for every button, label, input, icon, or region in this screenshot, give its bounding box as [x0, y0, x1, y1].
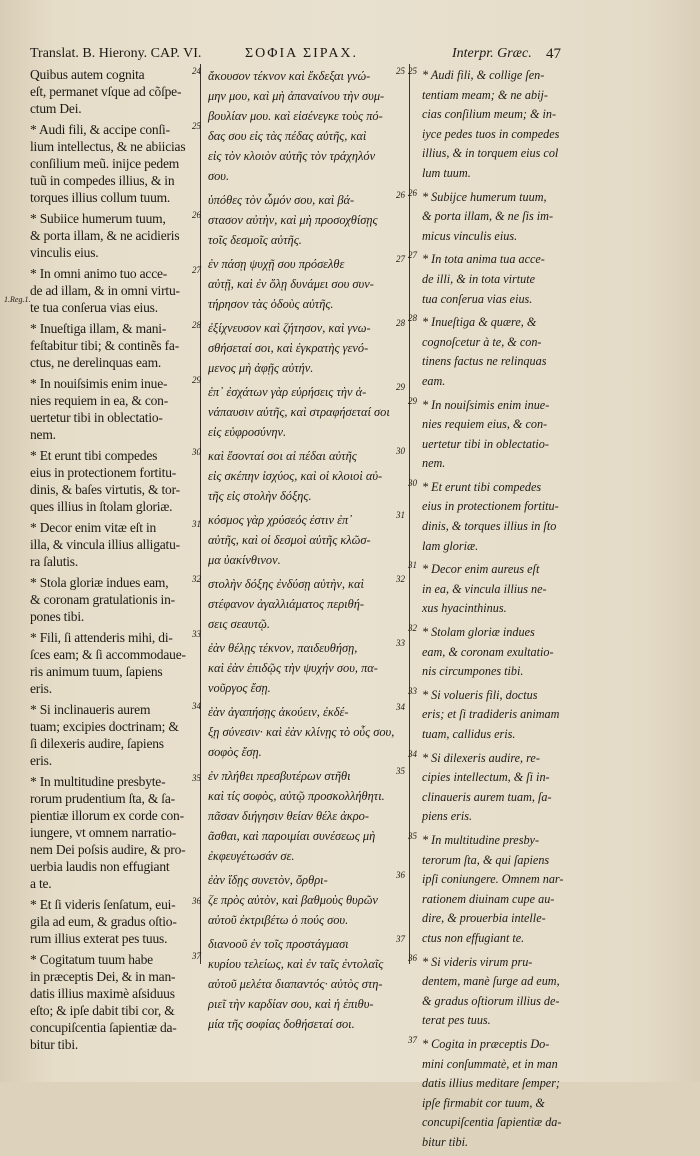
- text-line: rum illius exterat pes tuus.: [30, 931, 168, 946]
- verse-number: 29: [396, 382, 405, 392]
- verse-number: 27: [396, 254, 405, 264]
- text-line: * In nouiſsimis enim inue-: [30, 376, 168, 391]
- text-line: * Fili, ſi attenderis mihi, di-: [30, 630, 173, 645]
- text-line: τήρησον τὰς ὁδοὺς αὐτῆς.: [208, 297, 334, 311]
- verse-number: 35: [396, 766, 405, 776]
- text-line: bitur tibi.: [30, 1037, 79, 1052]
- verse-number: 25: [396, 66, 405, 76]
- verse-block: [408, 560, 560, 619]
- text-line: εἰς τὸν κλοιὸν αὐτῆς τὸν τράχηλόν: [208, 149, 376, 163]
- verse-block: [30, 320, 201, 371]
- latin-greek-interpretation-column: [408, 66, 564, 1156]
- text-line: * Inueſtiga illam, & mani-: [30, 321, 167, 336]
- text-line: cipies intellectum, & ſi in-: [422, 770, 550, 785]
- verse-block: [408, 313, 560, 391]
- text-line: ſi dilexeris audire, ſapiens: [30, 736, 164, 751]
- text-line: * Audi fili, & collige ſen-: [422, 68, 545, 82]
- text-line: nem.: [422, 456, 446, 471]
- text-line: ἐπ᾽ ἐσχάτων γὰρ εὑρήσεις τὴν ἀ-: [208, 385, 367, 399]
- text-line: μενος μὴ ἀφῇς αὐτήν.: [208, 361, 314, 375]
- verse-block: [30, 773, 201, 892]
- verse-number: 27: [408, 250, 417, 261]
- verse-block: [30, 896, 201, 947]
- text-line: terorum ſta, & qui ſapiens: [422, 852, 550, 867]
- text-line: μα ὑακίνθινον.: [208, 553, 281, 567]
- text-line: ra ſalutis.: [30, 554, 79, 569]
- verse-number: 37: [408, 1034, 417, 1045]
- verse-block: [30, 66, 201, 117]
- text-line: & coronam gratulationis in-: [30, 592, 175, 607]
- verse-number: 35: [408, 830, 417, 841]
- text-line: Quibus autem cognita: [30, 67, 145, 82]
- text-line: * Cogita in præceptis Do-: [422, 1036, 550, 1051]
- text-line: ᾶσθαι, καὶ παροιμίαι συνέσεως μὴ: [208, 829, 376, 843]
- verse-block: [208, 446, 405, 506]
- text-line: datis illius meditare ſemper;: [422, 1076, 560, 1091]
- verse-number: 34: [396, 702, 405, 712]
- text-line: eius in protectionem fortitu-: [30, 465, 177, 480]
- text-line: * In omni animo tuo acce-: [30, 266, 168, 281]
- verse-number: 27: [192, 265, 201, 275]
- text-line: ζε πρὸς αὐτὸν, καὶ βαθμοὺς θυρῶν: [208, 893, 378, 907]
- text-line: ques illius in ſtolam gloriæ.: [30, 499, 173, 514]
- verse-block: [208, 574, 405, 634]
- margin-reference: 1.Reg.1.: [4, 295, 31, 304]
- text-line: * In multitudine presbyte-: [30, 774, 166, 789]
- verse-number: 36: [408, 952, 417, 963]
- text-line: dentem, manè ſurge ad eum,: [422, 974, 560, 989]
- text-line: σθήσεταί σοι, καὶ ἐγκρατὴς γενό-: [208, 341, 369, 355]
- text-line: νάπαυσιν αὐτῆς, καὶ στραφήσεταί σοι: [208, 405, 390, 419]
- text-line: * In tota anima tua acce-: [422, 252, 545, 267]
- greek-text-column: [208, 66, 405, 1038]
- text-line: dinis, & torques illius in ſto: [422, 519, 557, 534]
- verse-number: 32: [192, 574, 201, 584]
- text-line: στολὴν δόξης ἐνδύσῃ αὐτὴν, καὶ: [208, 577, 364, 591]
- verse-block: [408, 66, 560, 184]
- verse-block: [208, 934, 405, 1034]
- header-right: Interpr. Græc.: [452, 46, 532, 61]
- text-line: νοῦργος ἔσῃ.: [208, 681, 271, 695]
- text-line: ἐὰν ἀγαπήσῃς ἀκούειν, ἐκδέ-: [208, 705, 349, 719]
- verse-block: [30, 574, 201, 625]
- text-line: de illi, & in tota virtute: [422, 271, 536, 286]
- verse-block: [408, 1034, 562, 1153]
- verse-number: 25: [408, 66, 417, 76]
- verse-block: [408, 748, 560, 827]
- verse-number: 34: [408, 748, 417, 759]
- text-line: * In nouiſsimis enim inue-: [422, 397, 550, 412]
- verse-block: [30, 375, 201, 443]
- text-line: vinculis eius.: [30, 245, 99, 260]
- text-line: κυρίου τελείως, καὶ ἐν ταῖς ἐντολαῖς: [208, 957, 384, 971]
- text-line: σοφὸς ἔσῃ.: [208, 745, 262, 759]
- text-line: pientiæ illorum ex corde con-: [30, 808, 184, 823]
- text-line: conſilium meũ. inijce pedem: [30, 156, 180, 171]
- verse-number: 30: [408, 477, 417, 488]
- verse-block: [208, 638, 405, 698]
- text-line: eris; et ſi tradideris animam: [422, 707, 560, 722]
- text-line: eſto; & ipſe dabit tibi cor, &: [30, 1003, 175, 1018]
- text-line: dinis, & baſes virtutis, & tor-: [30, 482, 180, 497]
- text-line: * Subijce humerum tuum,: [422, 189, 547, 204]
- text-line: lam gloriæ.: [422, 538, 479, 553]
- text-line: tua conſerua vias eius.: [422, 291, 533, 306]
- text-line: * In multitudine presby-: [422, 832, 540, 847]
- text-line: feſtabitur tibi; & continẽs fa-: [30, 338, 180, 353]
- text-line: τῆς εἰς στολὴν δόξης.: [208, 489, 312, 503]
- text-line: * Inueſtiga & quære, &: [422, 315, 537, 330]
- verse-number: 31: [192, 519, 201, 529]
- text-line: eam, & coronam exultatio-: [422, 644, 554, 659]
- text-line: a te.: [30, 876, 52, 891]
- text-line: micus vinculis eius.: [422, 228, 518, 243]
- text-line: σου.: [208, 169, 230, 183]
- verse-number: 37: [192, 951, 201, 961]
- text-line: ὑπόθες τὸν ὦμόν σου, καὶ βά-: [208, 193, 355, 207]
- text-line: * Et erunt tibi compedes: [422, 479, 542, 494]
- verse-block: [408, 685, 560, 745]
- text-line: ἐν πλήθει πρεσβυτέρων στῆθι: [208, 769, 351, 783]
- verse-number: 29: [192, 375, 201, 385]
- text-line: nem Dei poſsis audire, & pro-: [30, 842, 186, 857]
- verse-block: [30, 121, 201, 206]
- text-line: * Cogitatum tuum habe: [30, 952, 153, 967]
- text-line: * Decor enim vitæ eſt in: [30, 520, 157, 535]
- text-line: mini conſummatè, et in man: [422, 1056, 558, 1071]
- text-line: concupiſcentia ſapientiæ da-: [30, 1020, 177, 1035]
- text-line: illius, & in torquem eius col: [422, 146, 559, 161]
- verse-number: 28: [192, 320, 201, 330]
- verse-number: 31: [408, 560, 417, 571]
- text-line: ἐὰν ἴδῃς συνετὸν, ὄρθρι-: [208, 873, 328, 887]
- text-line: εἰς σκέπην ἰσχύος, καὶ οἱ κλοιοὶ αὐ-: [208, 469, 383, 483]
- text-line: terat pes tuus.: [422, 1013, 491, 1028]
- text-line: * Subiice humerum tuum,: [30, 211, 166, 226]
- verse-number: 24: [192, 66, 201, 76]
- text-line: nis circumpones tibi.: [422, 664, 524, 679]
- verse-block: [208, 254, 405, 314]
- verse-block: [408, 952, 560, 1031]
- text-line: piens eris.: [422, 809, 473, 824]
- text-line: * Decor enim aureus eſt: [422, 562, 540, 577]
- text-line: πᾶσαν διήγησιν θείαν θέλε ἀκρο-: [208, 809, 369, 823]
- header-left: Translat. B. Hierony. CAP. VI.: [30, 46, 202, 61]
- text-line: στέφανον ἀγαλλιάματος περιθή-: [208, 597, 364, 611]
- text-line: τοῖς δεσμοῖς αὐτῆς.: [208, 233, 302, 247]
- text-line: concupiſcentia ſapientiæ da-: [422, 1115, 562, 1130]
- verse-number: 35: [192, 773, 201, 783]
- text-line: ἐξίχνευσον καὶ ζήτησον, καὶ γνω-: [208, 321, 371, 335]
- text-line: nies requiem in ea, & con-: [30, 393, 169, 408]
- verse-number: 25: [192, 121, 201, 131]
- verse-number: 26: [192, 210, 201, 220]
- text-line: datis illius maximè aſsiduus: [30, 986, 175, 1001]
- verse-block: [408, 250, 560, 309]
- text-line: * Si inclinaueris aurem: [30, 702, 151, 717]
- text-line: εἰς εὐφροσύνην.: [208, 425, 287, 439]
- text-line: ipſi coniungere. Omnem nar-: [422, 872, 564, 887]
- column-divider-right: [409, 64, 410, 964]
- text-line: στασον αὐτὴν, καὶ μὴ προσοχθίσῃς: [208, 213, 378, 227]
- text-line: δας σου εἰς τὰς πέδας αὐτῆς, καὶ: [208, 129, 367, 143]
- text-line: in ea, & vincula illius ne-: [422, 581, 547, 596]
- text-line: & porta illam, & ne ſis im-: [422, 209, 554, 224]
- verse-number: 36: [396, 870, 405, 880]
- text-line: μην μου, καὶ μὴ ἀπαναίνου τὴν συμ-: [208, 89, 385, 103]
- text-line: te tua conſerua vias eius.: [30, 300, 158, 315]
- text-line: eam.: [422, 373, 446, 388]
- text-line: nem.: [30, 427, 56, 442]
- verse-block: [30, 629, 201, 697]
- text-line: uertetur tibi in oblectatio-: [30, 410, 163, 425]
- text-line: torques illius collum tuum.: [30, 190, 171, 205]
- text-line: σεις σεαυτῷ.: [208, 617, 271, 631]
- text-line: lium intellectus, & ne abiicias: [30, 139, 186, 154]
- verse-block: [208, 702, 405, 762]
- text-line: μία τῆς σοφίας δοθήσεταί σοι.: [208, 1017, 355, 1031]
- verse-block: [208, 190, 405, 250]
- text-line: * Et ſi videris ſenſatum, eui-: [30, 897, 176, 912]
- text-line: dire, & prouerbia intelle-: [422, 911, 546, 926]
- verse-block: [408, 477, 560, 556]
- text-line: eris.: [30, 681, 52, 696]
- verse-number: 26: [408, 187, 417, 198]
- text-line: κόσμος γὰρ χρύσεός ἐστιν ἐπ᾽: [208, 513, 353, 527]
- text-line: tinens factus ne relinquas: [422, 354, 547, 369]
- text-line: ris animum tuum, ſapiens: [30, 664, 163, 679]
- verse-number: 36: [192, 896, 201, 906]
- verse-block: [30, 210, 201, 261]
- text-line: & porta illam, & ne acidieris: [30, 228, 180, 243]
- page-number: 47: [546, 46, 561, 62]
- text-line: ctus, ne derelinquas eam.: [30, 355, 162, 370]
- text-line: de ad illam, & in omni virtu-: [30, 283, 180, 298]
- text-line: rorum prudentium ſta, & ſa-: [30, 791, 175, 806]
- text-line: καὶ ἐὰν ἐπιδῷς τὴν ψυχήν σου, πα-: [208, 661, 378, 675]
- text-line: * Stola gloriæ indues eam,: [30, 575, 169, 590]
- verse-block: [408, 623, 560, 682]
- text-line: ſces eam; & ſi accommodaue-: [30, 647, 186, 662]
- text-line: * Stolam gloriæ indues: [422, 625, 535, 640]
- latin-vulgate-column: [30, 66, 201, 1057]
- verse-number: 29: [408, 395, 417, 406]
- text-line: ipſe firmabit cor tuum, &: [422, 1095, 545, 1110]
- text-line: ἐὰν θέλῃς τέκνον, παιδευθήσῃ,: [208, 641, 358, 655]
- text-line: * Si volueris fili, doctus: [422, 687, 538, 702]
- text-line: iyce pedes tuos in compedes: [422, 126, 560, 141]
- verse-number: 30: [396, 446, 405, 456]
- text-line: tuũ in compedes illius, & in: [30, 173, 175, 188]
- text-line: illa, & vincula illius alligatu-: [30, 537, 180, 552]
- text-line: καὶ τίς σοφὸς, αὐτῷ προσκολλήθητι.: [208, 789, 385, 803]
- verse-block: [208, 766, 405, 866]
- verse-block: [408, 187, 560, 247]
- text-line: uerbia laudis non effugiant: [30, 859, 170, 874]
- verse-block: [408, 830, 564, 949]
- verse-block: [208, 510, 405, 570]
- text-line: βουλίαν μου. καὶ εἰσένεγκε τοὺς πό-: [208, 109, 383, 123]
- text-line: in præceptis Dei, & in man-: [30, 969, 176, 984]
- text-line: ξῃ σύνεσιν· καὶ ἐὰν κλίνῃς τὸ οὖς σου,: [208, 725, 395, 739]
- verse-number: 34: [192, 701, 201, 711]
- text-line: * Audi fili, & accipe conſi-: [30, 122, 170, 137]
- text-line: καὶ ἔσονταί σοι αἱ πέδαι αὐτῆς: [208, 449, 357, 463]
- column-divider-left: [200, 64, 201, 964]
- text-line: * Si dilexeris audire, re-: [422, 750, 540, 765]
- verse-block: [208, 318, 405, 378]
- text-line: αὐτῆς, καὶ οἱ δεσμοὶ αὐτῆς κλῶσ-: [208, 533, 371, 547]
- verse-number: 28: [396, 318, 405, 328]
- text-line: uertetur tibi in oblectatio-: [422, 436, 549, 451]
- text-line: rationem diuinam cupe au-: [422, 891, 555, 906]
- verse-number: 33: [192, 629, 201, 639]
- text-line: tuam, callidus eris.: [422, 727, 516, 741]
- running-header: [0, 46, 700, 68]
- text-line: nies requiem eius, & con-: [422, 417, 548, 432]
- verse-number: 33: [408, 685, 417, 696]
- verse-block: [30, 701, 201, 769]
- verse-block: [208, 66, 405, 186]
- verse-block: [208, 382, 405, 442]
- text-line: eius in protectionem fortitu-: [422, 499, 559, 514]
- text-line: clinaueris aurem tuam, ſa-: [422, 789, 552, 804]
- text-line: αὐτῇ, καὶ ἐν ὅλῃ δυνάμει σου συν-: [208, 277, 374, 291]
- text-line: * Si videris virum pru-: [422, 954, 533, 969]
- verse-number: 31: [396, 510, 405, 520]
- text-line: bitur tibi.: [422, 1134, 469, 1149]
- verse-block: [30, 951, 201, 1053]
- verse-number: 33: [396, 638, 405, 648]
- text-line: cias conſilium meum; & in-: [422, 107, 557, 122]
- text-line: ctum Dei.: [30, 101, 82, 116]
- text-line: * Et erunt tibi compedes: [30, 448, 158, 463]
- text-line: ἐν πάσῃ ψυχῇ σου πρόσελθε: [208, 257, 345, 271]
- text-line: αὐτοῦ μελέτα διαπαντός· αὐτὸς στη-: [208, 977, 383, 991]
- text-line: tentiam meam; & ne abij-: [422, 87, 548, 102]
- text-line: αὐτοῦ ἐκτριβέτω ὁ πούς σου.: [208, 913, 349, 927]
- text-line: iungere, vt omnem narratio-: [30, 825, 177, 840]
- verse-number: 37: [396, 934, 405, 944]
- verse-number: 32: [408, 623, 417, 634]
- text-line: διανοοῦ ἐν τοῖς προστάγμασι: [208, 937, 349, 951]
- verse-block: [30, 519, 201, 570]
- text-line: & gradus oſtiorum illius de-: [422, 993, 560, 1008]
- text-line: tuam; excipies doctrinam; &: [30, 719, 179, 734]
- verse-number: 26: [396, 190, 405, 200]
- text-line: lum tuum.: [422, 165, 471, 180]
- verse-number: 32: [396, 574, 405, 584]
- text-line: cognoſcetur à te, & con-: [422, 334, 542, 349]
- verse-number: 28: [408, 313, 417, 324]
- text-line: ctus non effugiant te.: [422, 930, 525, 945]
- text-line: ριεῖ τὴν καρδίαν σου, καὶ ἡ ἐπιθυ-: [208, 997, 374, 1011]
- verse-block: [30, 265, 201, 316]
- verse-block: [208, 870, 405, 930]
- text-line: ἄκουσον τέκνον καὶ ἔκδεξαι γνώ-: [208, 69, 371, 83]
- verse-block: [30, 447, 201, 515]
- text-line: gila ad eum, & gradus oſtio-: [30, 914, 177, 929]
- text-line: xus hyacinthinus.: [422, 601, 507, 616]
- header-center: ΣΟΦΙΑ ΣΙΡΑΧ.: [245, 46, 359, 61]
- text-line: pones tibi.: [30, 609, 85, 624]
- text-line: eris.: [30, 753, 52, 768]
- verse-number: 30: [192, 447, 201, 457]
- text-line: ἐκφευγέτωσάν σε.: [208, 849, 295, 863]
- verse-block: [408, 395, 560, 474]
- text-line: eſt, permanet vſque ad cõſpe-: [30, 84, 182, 99]
